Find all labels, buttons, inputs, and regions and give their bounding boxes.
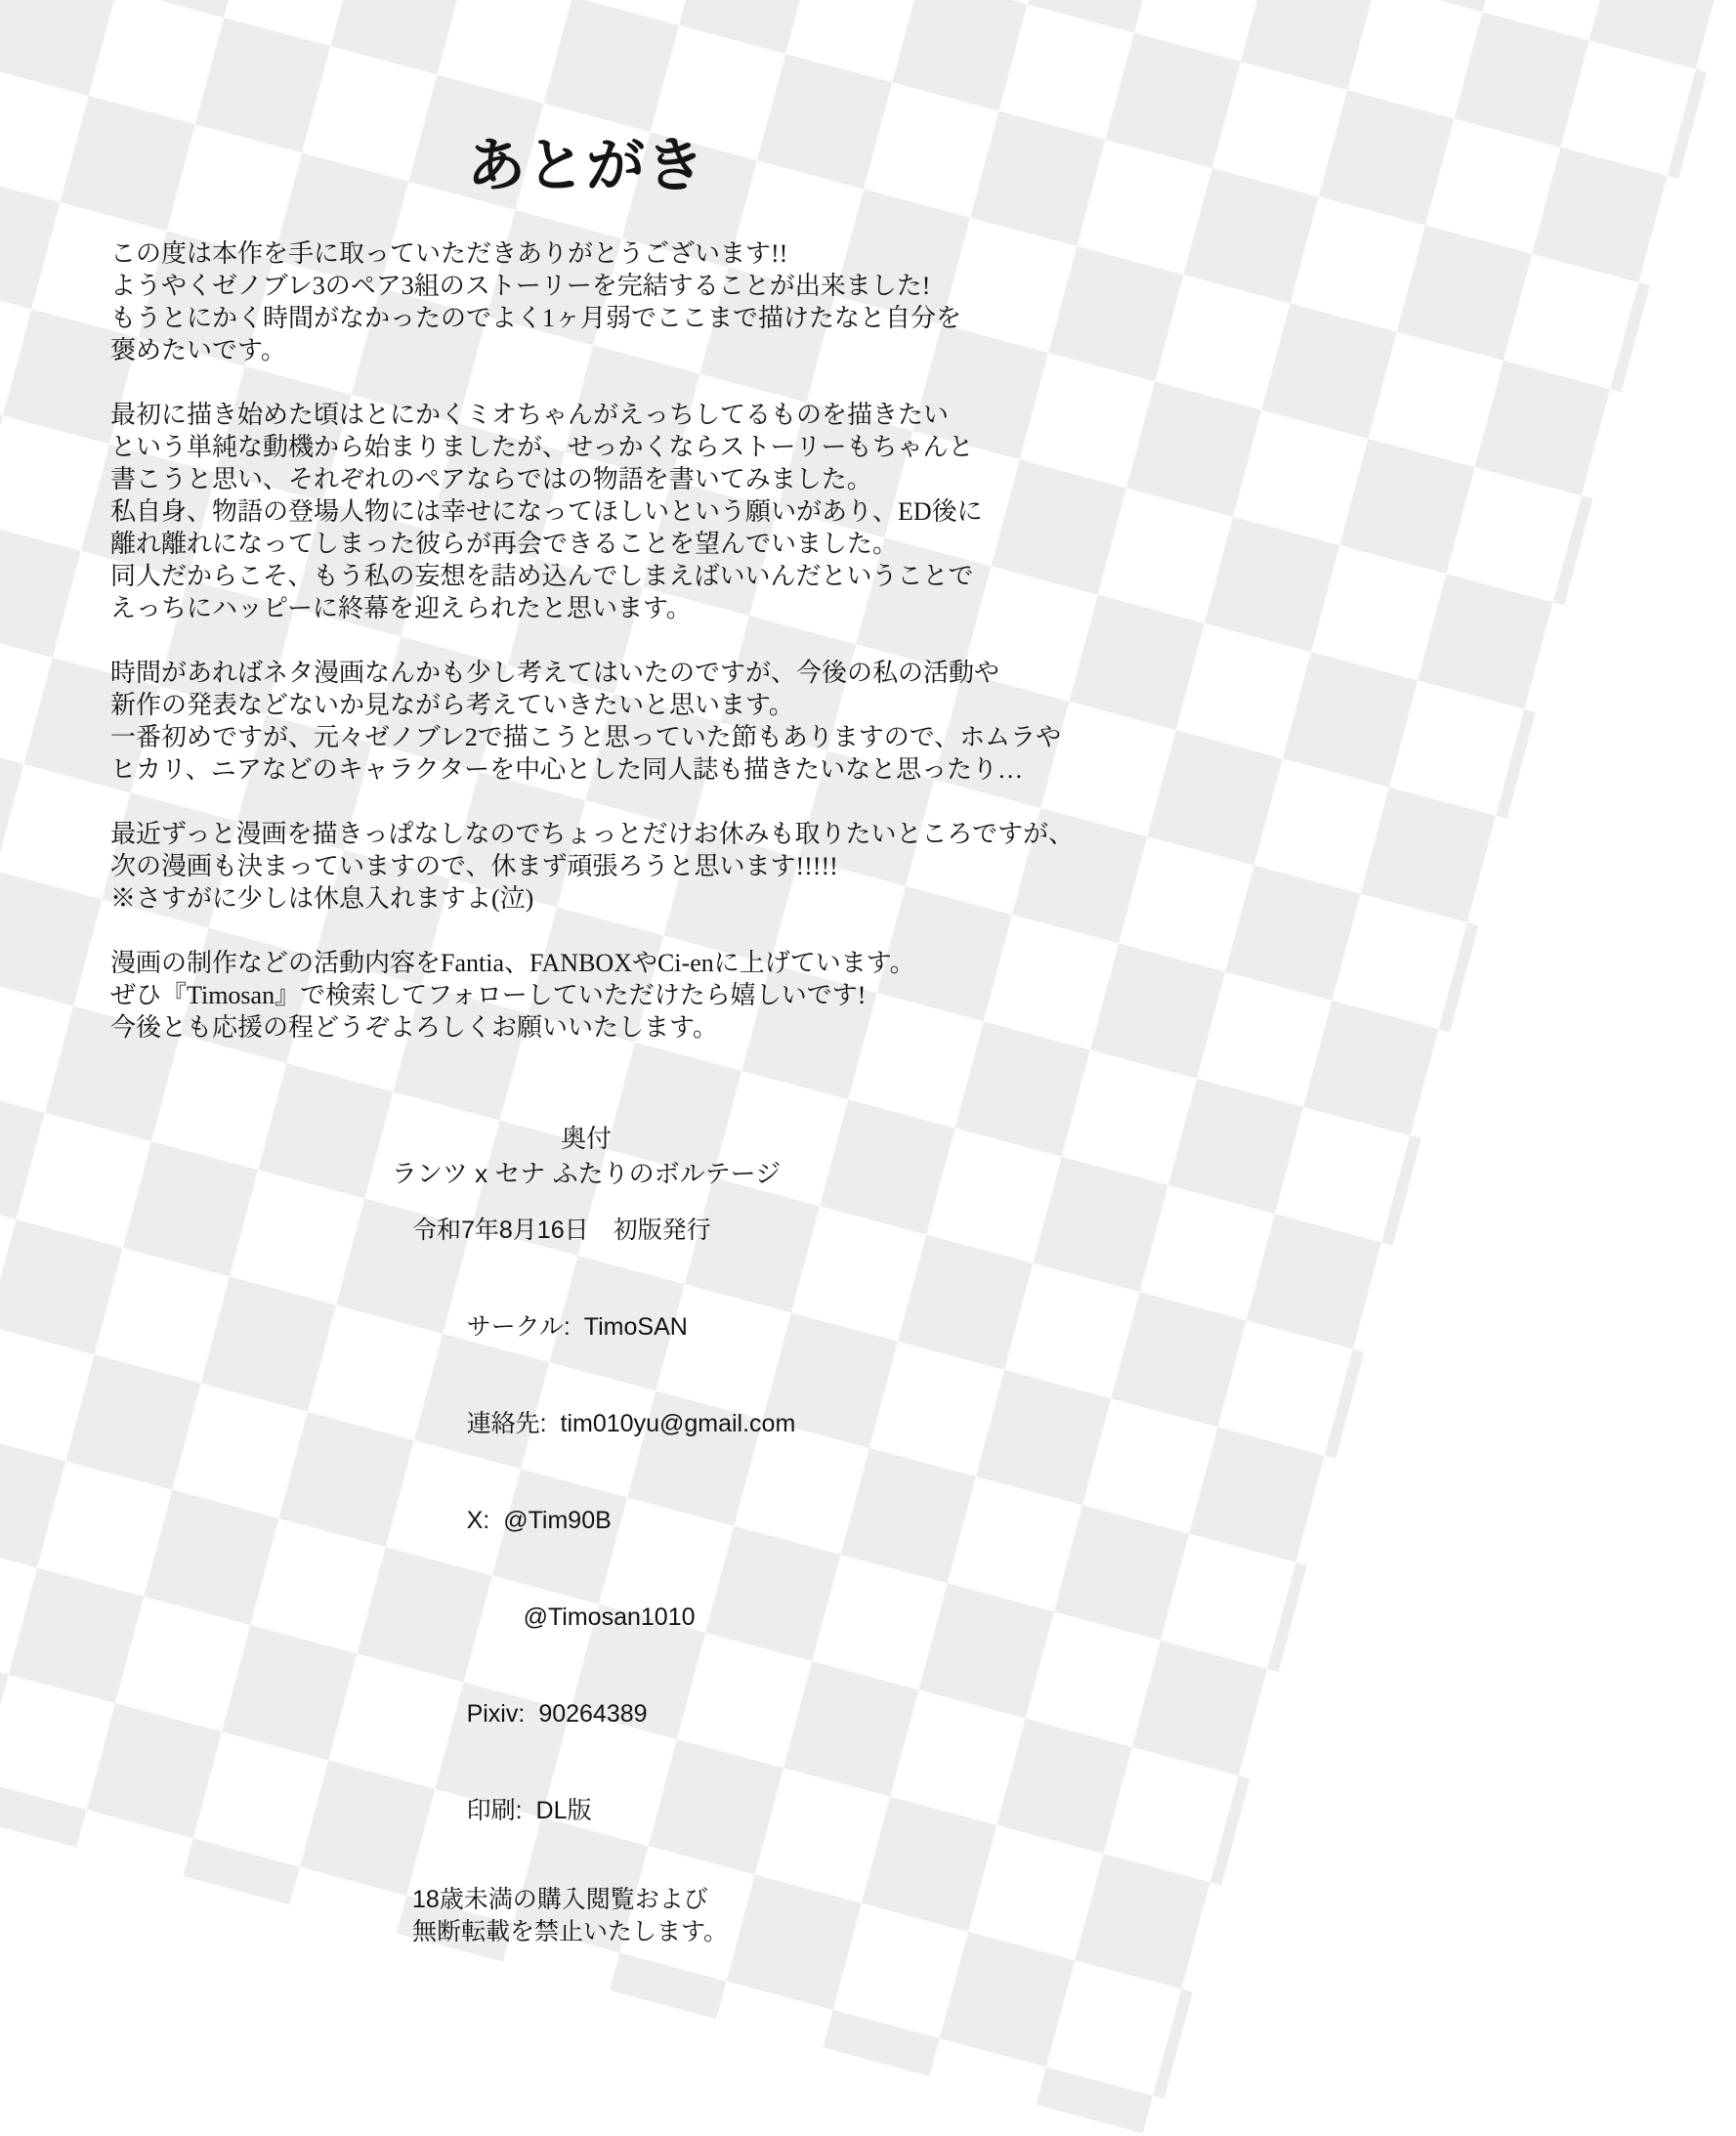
detail-value: 90264389 bbox=[538, 1700, 648, 1728]
afterword-body bbox=[110, 237, 1087, 1076]
detail-value: tim010yu@gmail.com bbox=[560, 1410, 796, 1437]
paragraph-motivation bbox=[110, 399, 1087, 624]
text-line: もうとにかく時間がなかったのでよく1ヶ月弱でここまで描けたなと自分を bbox=[110, 304, 962, 332]
colophon-heading: 奥付 bbox=[560, 1124, 612, 1153]
colophon-header bbox=[0, 1121, 1172, 1191]
text-line: ヒカリ、ニアなどのキャラクターを中心とした同人誌も描きたいなと思ったり… bbox=[110, 755, 1024, 784]
text-line: 新作の発表などないか見ながら考えていきたいと思います。 bbox=[110, 691, 794, 719]
page-title: あとがき bbox=[467, 133, 705, 198]
detail-label: 印刷: bbox=[466, 1797, 523, 1824]
book-title: ランツ x セナ ふたりのボルテージ bbox=[391, 1159, 782, 1188]
detail-row-x-account-2 bbox=[412, 1569, 795, 1666]
text-line: 私自身、物語の登場人物には幸せになってほしいという願いがあり、ED後に bbox=[110, 497, 983, 526]
detail-label: サークル: bbox=[466, 1313, 571, 1341]
text-line: 今後とも応援の程どうぞよろしくお願いいたします。 bbox=[110, 1013, 718, 1042]
colophon bbox=[412, 1215, 795, 1948]
paragraph-thanks bbox=[110, 237, 1087, 366]
age-notice-line: 18歳未満の購入閲覧および bbox=[412, 1886, 708, 1913]
text-line: 最初に描き始めた頃はとにかくミオちゃんがえっちしてるものを描きたい bbox=[110, 401, 950, 429]
detail-row-print bbox=[412, 1763, 795, 1859]
detail-row-contact bbox=[412, 1376, 795, 1473]
text-line: 同人だからこそ、もう私の妄想を詰め込んでしまえばいいんだということで bbox=[110, 562, 974, 590]
text-line: 一番初めですが、元々ゼノブレ2で描こうと思っていた節もありますので、ホムラや bbox=[110, 723, 1062, 751]
age-notice bbox=[412, 1884, 795, 1948]
paragraph-follow bbox=[110, 947, 1087, 1044]
colophon-details bbox=[412, 1279, 795, 1859]
text-line: この度は本作を手に取っていただきありがとうございます!! bbox=[110, 239, 788, 268]
detail-label: 連絡先: bbox=[466, 1410, 547, 1437]
text-line: 最近ずっと漫画を描きっぱなしなのでちょっとだけお休みも取りたいところですが、 bbox=[110, 820, 1075, 848]
detail-label: X: bbox=[466, 1507, 490, 1534]
detail-row-circle bbox=[412, 1279, 795, 1376]
age-notice-line: 無断転載を禁止いたします。 bbox=[412, 1918, 729, 1945]
detail-value: DL版 bbox=[535, 1797, 592, 1824]
detail-row-x-account bbox=[412, 1473, 795, 1569]
text-line: 漫画の制作などの活動内容をFantia、FANBOXやCi-enに上げています。 bbox=[110, 949, 915, 977]
edition-date: 令和7年8月16日 初版発行 bbox=[412, 1217, 711, 1244]
text-line: という単純な動機から始まりましたが、せっかくならストーリーもちゃんと bbox=[110, 433, 974, 461]
text-line: 次の漫画も決まっていますので、休まず頑張ろうと思います!!!!! bbox=[110, 852, 838, 880]
text-line: えっちにハッピーに終幕を迎えられたと思います。 bbox=[110, 594, 692, 622]
detail-label: Pixiv: bbox=[466, 1700, 526, 1728]
detail-value: @Tim90B bbox=[503, 1507, 612, 1534]
text-line: 書こうと思い、それぞれのペアならではの物語を書いてみました。 bbox=[110, 465, 872, 493]
paragraph-future-plans bbox=[110, 657, 1087, 786]
text-line: ぜひ『Timosan』で検索してフォローしていただけたら嬉しいです! bbox=[110, 981, 867, 1009]
text-line: ※さすがに少しは休息入れますよ(泣) bbox=[110, 884, 534, 913]
detail-value: @Timosan1010 bbox=[523, 1603, 696, 1631]
detail-value: TimoSAN bbox=[583, 1313, 688, 1341]
text-line: ようやくゼノブレ3のペア3組のストーリーを完結することが出来ました! bbox=[110, 272, 931, 300]
text-line: 褒めたいです。 bbox=[110, 336, 286, 364]
detail-row-pixiv bbox=[412, 1666, 795, 1763]
text-line: 離れ離れになってしまった彼らが再会できることを望んでいました。 bbox=[110, 530, 899, 558]
paragraph-rest bbox=[110, 818, 1087, 915]
text-line: 時間があればネタ漫画なんかも少し考えてはいたのですが、今後の私の活動や bbox=[110, 659, 1000, 687]
